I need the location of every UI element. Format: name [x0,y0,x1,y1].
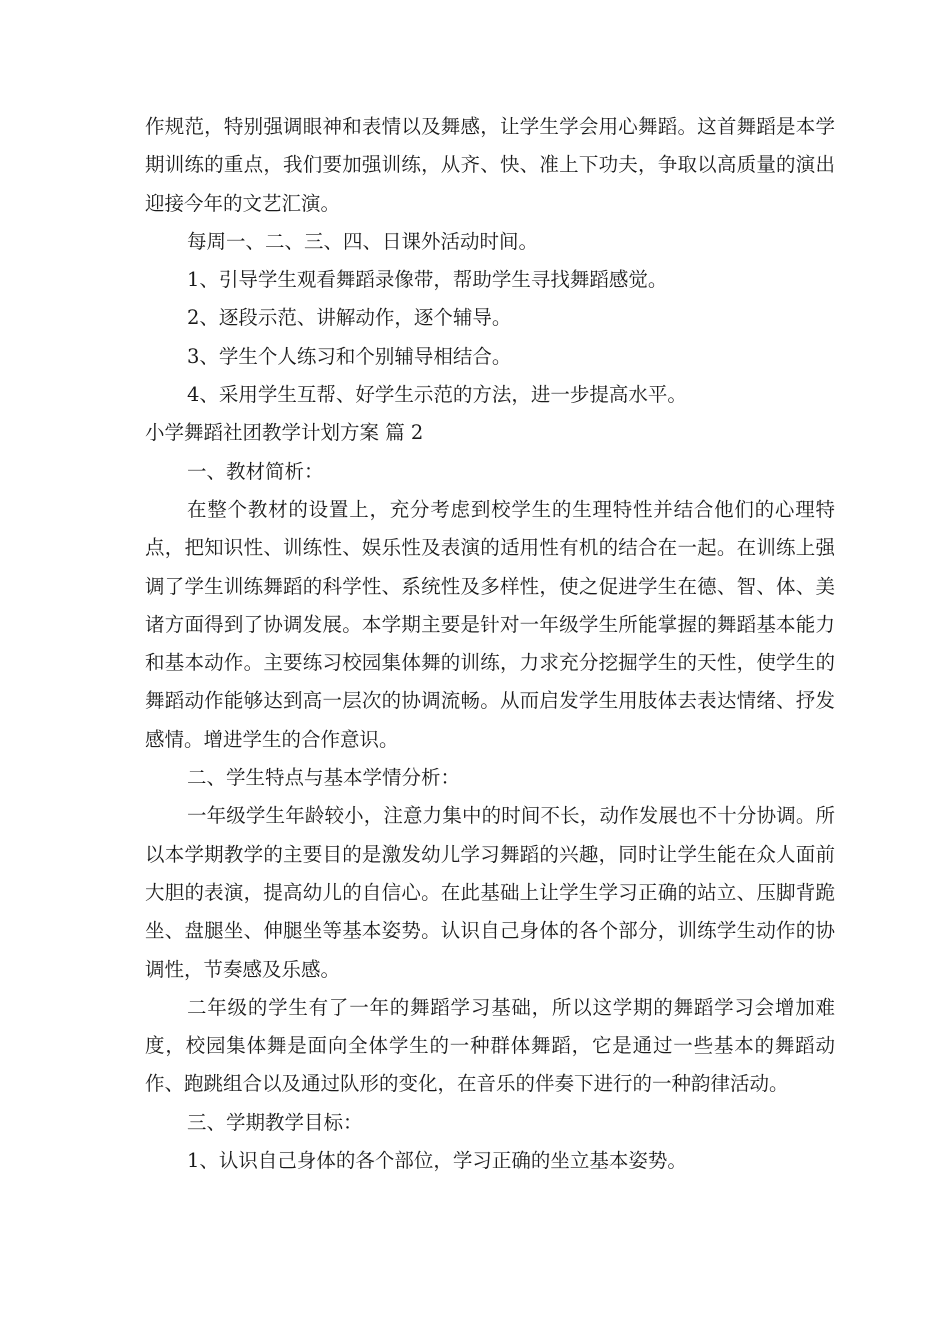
list-item-4: 4、采用学生互帮、好学生示范的方法，进一步提高水平。 [187,383,687,407]
paragraph-schedule: 每周一、二、三、四、日课外活动时间。 [187,229,539,253]
paragraph-grade-two: 二年级的学生有了一年的舞蹈学习基础，所以这学期的舞蹈学习会增加难度，校园集体舞是面向全体学生的一种群体舞蹈，它是通过一些基本的舞蹈动作、跑跳组合以及通过队形的变化，在音乐的伴奏下进行的一种韵律活动。 [145,995,835,1096]
list-item-3: 3、学生个人练习和个别辅导相结合。 [187,344,512,368]
list-item-1: 1、引导学生观看舞蹈录像带，帮助学生寻找舞蹈感觉。 [187,268,668,292]
subheading-student-analysis: 二、学生特点与基本学情分析： [187,766,461,790]
subheading-textbook-analysis: 一、教材简析： [187,459,324,483]
document-page [145,108,835,1180]
section-heading-2: 小学舞蹈社团教学计划方案 篇 2 [145,421,424,445]
paragraph-textbook-analysis: 在整个教材的设置上，充分考虑到校学生的生理特性并结合他们的心理特点，把知识性、训练性、娱乐性及表演的适用性有机的结合在一起。在训练上强调了学生训练舞蹈的科学性、系统性及多样性，使之促进学生在德、智、体、美诸方面得到了协调发展。本学期主要是针对一年级学生所能掌握的舞蹈基本能力和基本动作。主要练习校园集体舞的训练，力求充分挖掘学生的天性，使学生的舞蹈动作能够达到高一层次的协调流畅。从而启发学生用肢体去表达情绪、抒发感情。增进学生的合作意识。 [145,497,835,751]
paragraph-continuation: 作规范，特别强调眼神和表情以及舞感，让学生学会用心舞蹈。这首舞蹈是本学期训练的重点，我们要加强训练，从齐、快、准上下功夫，争取以高质量的演出迎接今年的文艺汇演。 [145,115,835,215]
list-item-2: 2、逐段示范、讲解动作，逐个辅导。 [187,306,512,330]
goal-item-1: 1、认识自己身体的各个部位，学习正确的坐立基本姿势。 [187,1149,687,1173]
subheading-teaching-goals: 三、学期教学目标： [187,1110,363,1134]
paragraph-grade-one: 一年级学生年龄较小，注意力集中的时间不长，动作发展也不十分协调。所以本学期教学的主要目的是激发幼儿学习舞蹈的兴趣，同时让学生能在众人面前大胆的表演，提高幼儿的自信心。在此基础上让学生学习正确的站立、压脚背跪坐、盘腿坐、伸腿坐等基本姿势。认识自己身体的各个部分，训练学生动作的协调性，节奏感及乐感。 [145,804,835,981]
